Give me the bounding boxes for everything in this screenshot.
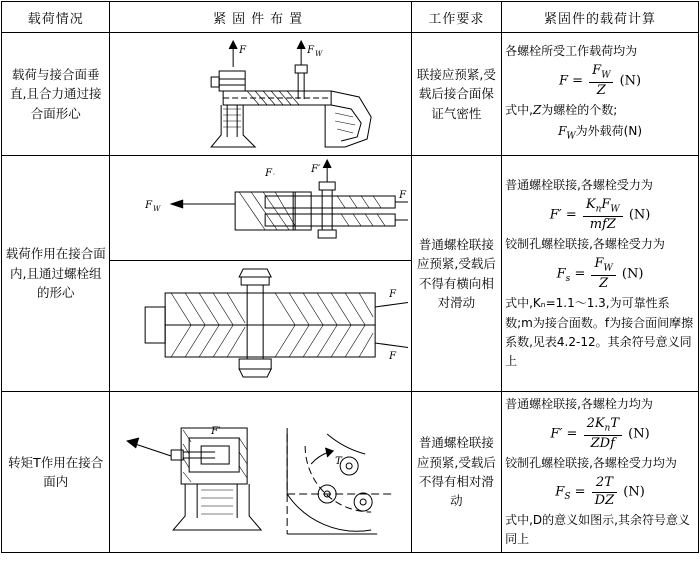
row2-figure-cell-2 xyxy=(110,261,411,392)
row2-figure-cell-1 xyxy=(110,156,411,261)
row2-calc-line1: 普通螺栓联接,各螺栓受力为 xyxy=(505,177,653,192)
header-load-calculation: 紧固件的载荷计算 xyxy=(502,2,699,33)
row1-condition: 载荷与接合面垂直,且合力通过接合面形心 xyxy=(2,33,110,156)
row1-calc-line1: 各螺栓所受工作载荷均为 xyxy=(505,43,638,58)
header-load-condition: 载荷情况 xyxy=(2,2,110,33)
row3-formula2: $F_S$ = $\frac{2T}{DZ}$ (N) xyxy=(555,475,645,508)
svg-text:F: F xyxy=(307,45,315,56)
svg-text:F: F xyxy=(239,45,247,56)
row2-calc-line2: 铰制孔螺栓联接,各螺栓受力为 xyxy=(505,237,665,252)
table-header-row xyxy=(2,2,699,33)
row1-calc-line2: 式中,Z为螺栓的个数; xyxy=(505,103,618,118)
svg-text:W: W xyxy=(153,205,161,213)
row1-calculation xyxy=(502,33,699,156)
mechanical-design-table xyxy=(1,1,699,553)
svg-text:F: F xyxy=(389,351,397,362)
row3-requirement: 普通螺栓联接应预紧,受载后不得有相对滑动 xyxy=(411,392,501,553)
bolted-plate-shear-joint-diagram xyxy=(113,158,407,258)
row2-formula1: F′ = $\frac{K_nF_W}{\text{mfZ}}$ (N) xyxy=(549,197,651,232)
svg-text:W: W xyxy=(315,50,323,58)
row3-calc-line1: 普通螺栓联接,各螺栓力均为 xyxy=(505,396,653,411)
svg-text:F: F xyxy=(145,200,153,211)
row3-formula1: F′ = $\frac{2K_nT}{\text{ZDf}}$ (N) xyxy=(550,416,650,451)
svg-text:F: F xyxy=(399,190,407,201)
header-work-requirement: 工作要求 xyxy=(411,2,501,33)
svg-text:F: F xyxy=(265,168,273,179)
svg-text:F′: F′ xyxy=(311,164,321,175)
bracket-flange-assembly-diagram xyxy=(113,35,407,153)
worm-gear-housing-clamp-diagram xyxy=(113,394,407,550)
row1-calc-line3: $F_W$为外载荷(N) xyxy=(558,124,643,142)
flanged-shaft-coupling-section-diagram xyxy=(113,263,407,389)
table-row xyxy=(2,392,699,553)
table-row xyxy=(2,33,699,156)
header-fastener-layout: 紧固件布置 xyxy=(110,2,411,33)
row3-calc-line2: 铰制孔螺栓联接,各螺栓受力均为 xyxy=(505,456,677,471)
row2-requirement: 普通螺栓联接应预紧,受载后不得有横向相对滑动 xyxy=(411,156,501,392)
table-row xyxy=(2,156,699,261)
row3-figure-cell xyxy=(110,392,411,553)
row3-calculation xyxy=(502,392,699,553)
svg-text:T: T xyxy=(335,456,343,467)
row2-condition: 载荷作用在接合面内,且通过螺栓组的形心 xyxy=(2,156,110,392)
svg-text:F: F xyxy=(389,289,397,300)
row1-figure-cell xyxy=(110,33,411,156)
row2-formula2: $F_s$ = $\frac{F_W}{Z}$ (N) xyxy=(556,256,644,292)
row1-formula1: F = $\frac{F_W}{Z}$ (N) xyxy=(558,63,642,98)
row3-calc-line3: 式中,D的意义如图示,其余符号意义同上 xyxy=(505,512,690,546)
row1-requirement: 联接应预紧,受载后接合面保证气密性 xyxy=(411,33,501,156)
svg-text:F′: F′ xyxy=(211,426,221,437)
row2-calculation xyxy=(502,156,699,392)
row2-calc-line3: 式中,Kₙ=1.1～1.3,为可靠性系数;m为接合面数。f为接合面间摩擦系数,见表4.2-12。其余符号意义同上 xyxy=(505,296,694,368)
row3-condition: 转矩T作用在接合面内 xyxy=(2,392,110,553)
svg-text:′: ′ xyxy=(273,173,276,181)
